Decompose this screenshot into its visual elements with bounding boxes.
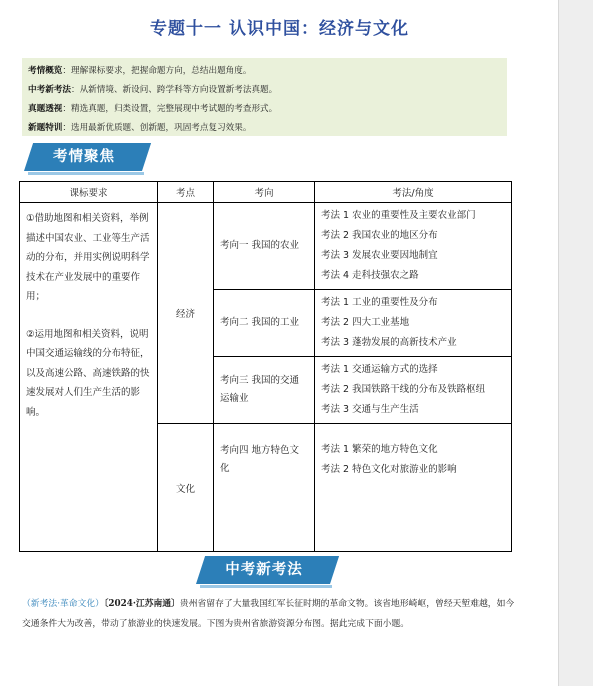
column-header: 课标要求 — [20, 182, 158, 203]
methods-cell: 考法 1 农业的重要性及主要农业部门 考法 2 我国农业的地区分布 考法 3 发展农业要因地制宜 考法 4 走科技强农之路 — [315, 203, 512, 290]
exam-point-cell: 文化 — [158, 424, 214, 552]
direction-cell: 考向三 我国的交通运输业 — [214, 357, 315, 424]
section-banner-overview: 考情聚焦 — [24, 143, 144, 171]
direction-cell: 考向一 我国的农业 — [214, 203, 315, 290]
column-header: 考向 — [214, 182, 315, 203]
overview-line: 中考新考法：从新情境、新设问、跨学科等方向设置新考法真题。 — [28, 85, 278, 95]
table-header-row — [20, 182, 512, 203]
question-tag: （新考法·革命文化） — [22, 599, 104, 609]
exam-point-cell: 经济 — [158, 203, 214, 424]
overview-line: 新题特训：选用最新优质题、创新题，巩固考点复习效果。 — [28, 123, 252, 133]
section-banner-new-method: 中考新考法 — [196, 556, 332, 584]
curriculum-standards-cell: ①借助地图和相关资料，举例描述中国农业、工业等生产活动的分布，并用实例说明科学技术在产业发展中的重要作用； ②运用地图和相关资料，说明中国交通运输线的分布特征，以及高速公路、高速铁路的快速发展对人们生产生活的影响。 — [20, 203, 158, 552]
direction-cell: 考向四 地方特色文化 — [214, 424, 315, 552]
table-row — [20, 203, 512, 290]
methods-cell: 考法 1 工业的重要性及分布 考法 2 四大工业基地 考法 3 蓬勃发展的高新技术产业 — [315, 290, 512, 357]
direction-cell: 考向二 我国的工业 — [214, 290, 315, 357]
question-source: 〔2024·江苏南通〕 — [103, 599, 180, 609]
overview-line: 真题透视：精选真题，归类设置，完整展现中考试题的考查形式。 — [28, 104, 278, 114]
overview-box — [22, 58, 507, 136]
column-header: 考法/角度 — [315, 182, 512, 203]
methods-cell: 考法 1 交通运输方式的选择 考法 2 我国铁路干线的分布及铁路枢纽 考法 3 交通与生产生活 — [315, 357, 512, 424]
column-header: 考点 — [158, 182, 214, 203]
question-paragraph — [22, 594, 520, 634]
overview-line: 考情概览：理解课标要求，把握命题方向，总结出题角度。 — [28, 66, 252, 76]
question-text: 贵州省留存了大量我国红军长征时期的革命文物。该省地形崎岖，曾经天堑难越，如今交通条件大为改善，带动了旅游业的快速发展。下图为贵州省旅游资源分布图。据此完成下面小题。 — [22, 599, 515, 629]
page-title: 专题十一 认识中国：经济与文化 — [150, 19, 409, 39]
methods-cell: 考法 1 繁荣的地方特色文化 考法 2 特色文化对旅游业的影响 — [315, 424, 512, 552]
requirements-table — [19, 181, 512, 552]
right-scroll-panel[interactable] — [558, 0, 593, 686]
